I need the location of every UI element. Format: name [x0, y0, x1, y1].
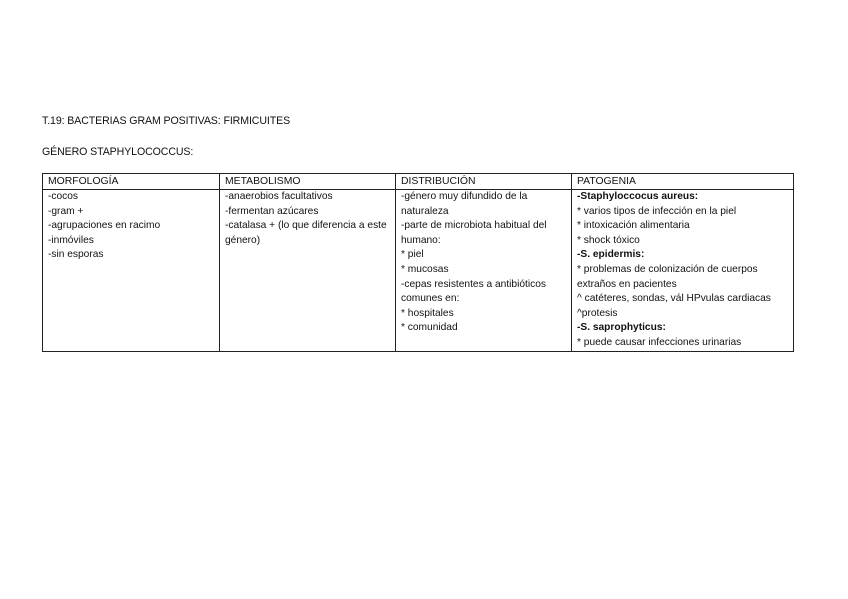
- cell-metabolismo: [220, 190, 396, 352]
- list-item: * intoxicación alimentaria: [577, 220, 690, 232]
- staphylococcus-table: [42, 173, 794, 352]
- list-item: * hospitales: [401, 307, 454, 319]
- list-item: * varios tipos de infección en la piel: [577, 205, 737, 217]
- section-title: GÉNERO STAPHYLOCOCCUS:: [42, 146, 194, 158]
- species-heading-epidermis: -S. epidermis:: [577, 249, 645, 261]
- species-heading-aureus: -Staphyloccocus aureus:: [577, 191, 699, 202]
- list-item: -catalasa + (lo que diferencia a este género): [225, 220, 387, 246]
- list-item: ^ catéteres, sondas, vál HPvulas cardiacas: [577, 293, 771, 305]
- list-item: -inmóviles: [48, 234, 94, 246]
- list-item: -cepas resistentes a antibióticos comunes en:: [401, 278, 546, 305]
- list-item: -anaerobios facultativos: [225, 191, 333, 202]
- list-item: * comunidad: [401, 322, 458, 334]
- list-item: -agrupaciones en racimo: [48, 220, 161, 232]
- list-item: * piel: [401, 249, 424, 261]
- list-item: -fermentan azúcares: [225, 205, 319, 217]
- list-item: * mucosas: [401, 263, 449, 275]
- header-distribucion: DISTRIBUCIÓN: [396, 174, 572, 190]
- cell-patogenia: [572, 190, 794, 352]
- list-item: -cocos: [48, 191, 79, 202]
- list-item: -género muy difundido de la naturaleza: [401, 191, 528, 217]
- species-heading-saprophyticus: -S. saprophyticus:: [577, 322, 666, 334]
- table-header-row: [43, 174, 794, 190]
- header-metabolismo: METABOLISMO: [220, 174, 396, 190]
- list-item: -sin esporas: [48, 249, 104, 261]
- list-item: -gram +: [48, 205, 84, 217]
- list-item: * problemas de colonización de cuerpos extraños en pacientes: [577, 263, 758, 290]
- document-title: T.19: BACTERIAS GRAM POSITIVAS: FIRMICUITES: [42, 115, 291, 127]
- table-row: [43, 190, 794, 352]
- cell-morfologia: [43, 190, 220, 352]
- header-patogenia: PATOGENIA: [572, 174, 794, 190]
- list-item: * puede causar infecciones urinarias: [577, 336, 742, 348]
- cell-distribucion: [396, 190, 572, 352]
- list-item: -parte de microbiota habitual del humano:: [401, 220, 547, 246]
- list-item: ^protesis: [577, 307, 618, 319]
- list-item: * shock tóxico: [577, 234, 640, 246]
- header-morfologia: MORFOLOGÍA: [43, 174, 220, 190]
